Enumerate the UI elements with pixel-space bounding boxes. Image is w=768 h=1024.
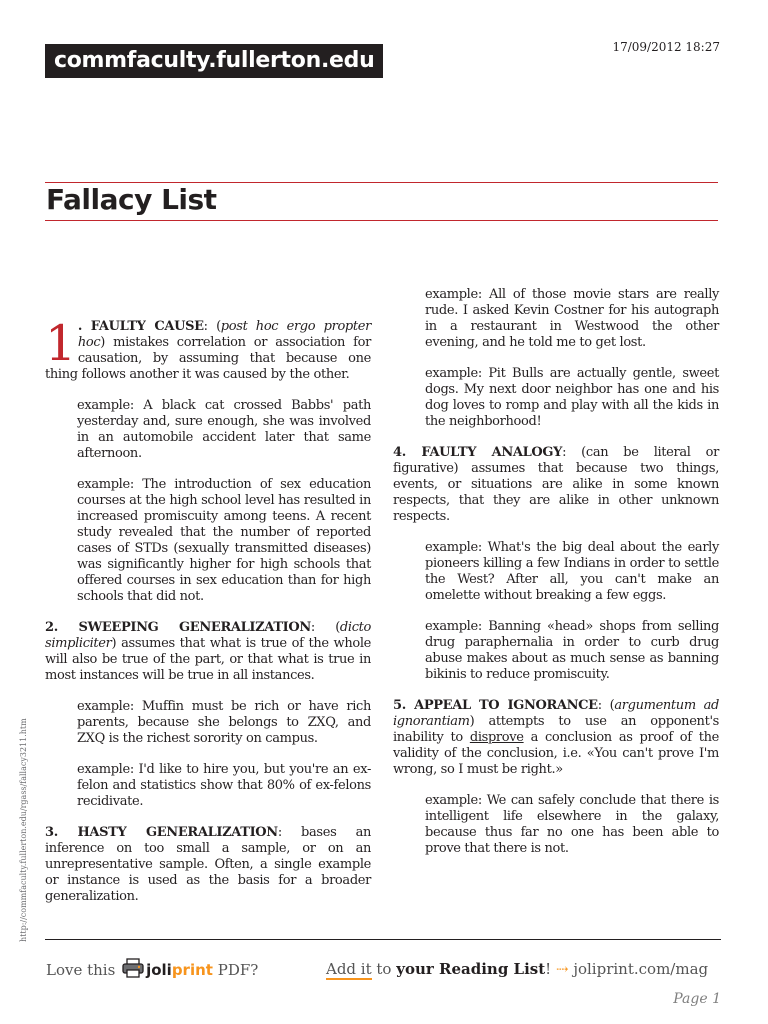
fallacy-1-heading: . FAULTY CAUSE (77, 319, 204, 334)
source-url[interactable]: http://commfaculty.fullerton.edu/rgass/fallacy3211.htm (19, 718, 28, 942)
site-badge: commfaculty.fullerton.edu (45, 44, 383, 78)
print-date: 17/09/2012 18:27 (612, 40, 720, 54)
fallacy-2-example-2: example: I'd like to hire you, but you're an ex-felon and statistics show that 80% of ex-felons recidivate. (77, 762, 371, 809)
fallacy-1-example-1: example: A black cat crossed Babbs' path yesterday and, sure enough, she was involved in an automobile accident later that same afternoon. (77, 398, 371, 461)
fallacy-4: 4. FAULTY ANALOGY: (can be literal or figurative) assumes that because two things, events, or situations are alike in some known respects, that they are alike in other unknown respects. (393, 445, 719, 524)
fallacy-4-heading: 4. FAULTY ANALOGY (393, 445, 563, 460)
fallacy-5: 5. APPEAL TO IGNORANCE: (argumentum ad ignorantiam) attempts to use an opponent's inability to disprove a conclusion as proof of the validity of the conclusion, i.e. «You can't prove I'm wrong, so I must be right.» (393, 698, 719, 777)
fallacy-3-example-1: example: All of those movie stars are really rude. I asked Kevin Costner for his autograph in a restaurant in Westwood the other evening, and he told me to get lost. (425, 287, 719, 350)
fallacy-5-underlined: disprove (469, 730, 524, 745)
footer-reading-list[interactable] (326, 958, 708, 980)
to-text: to (371, 960, 397, 978)
fallacy-2-latin: dicto simpliciter (45, 620, 371, 651)
footer-rule (45, 939, 721, 940)
title-rule-bottom (45, 220, 718, 221)
joliprint-printer-icon (122, 958, 144, 984)
fallacy-5-example-1: example: We can safely conclude that there is intelligent life elsewhere in the galaxy, because thus far no one has been able to prove that there is not. (425, 793, 719, 856)
fallacy-5-text-b: a conclusion as proof of the validity of the conclusion, i.e. «You can't prove I'm wrong, so I must be right.» (393, 730, 719, 777)
fallacy-5-heading: 5. APPEAL TO IGNORANCE (393, 698, 598, 713)
pdf-question: PDF? (217, 961, 259, 979)
fallacy-2-heading: 2. SWEEPING GENERALIZATION (45, 620, 311, 635)
fallacy-3-heading: 3. HASTY GENERALIZATION (45, 825, 278, 840)
fallacy-2-text: assumes that what is true of the whole will also be true of the part, or that what is true in most instances will be true in all instances. (45, 636, 371, 683)
add-it-link[interactable]: Add it (326, 960, 372, 978)
left-column (45, 315, 372, 920)
love-this-text: Love this (46, 961, 116, 979)
footer-promo[interactable] (46, 958, 258, 984)
fallacy-4-example-1: example: What's the big deal about the early pioneers killing a few Indians in order to settle the West? After all, you can't make an omelette without breaking a few eggs. (425, 540, 719, 603)
page-title: Fallacy List (46, 183, 217, 216)
exclamation: ! (545, 960, 552, 978)
fallacy-1: 1 . FAULTY CAUSE: (post hoc ergo propter hoc) mistakes correlation or association for causation, by assuming that because one thing follows another it was caused by the other. (45, 315, 371, 382)
fallacy-2: 2. SWEEPING GENERALIZATION: (dicto simpliciter) assumes that what is true of the whole will also be true of the part, or that what is true in most instances will be true in all instances. (45, 620, 371, 683)
drop-cap: 1 (45, 315, 76, 372)
fallacy-3: 3. HASTY GENERALIZATION: bases an inference on too small a sample, or on an unrepresentative sample. Often, a single example or instance is used as the basis for a broader generalization. (45, 825, 372, 904)
joliprint-logo: joliprint (146, 961, 213, 979)
fallacy-3-example-2: example: Pit Bulls are actually gentle, sweet dogs. My next door neighbor has one and his dog loves to romp and play with all the kids in the neighborhood! (425, 366, 719, 429)
fallacy-1-text: mistakes correlation or association for causation, by assuming that because one thing follows another it was caused by the other. (45, 335, 371, 382)
fallacy-4-example-2: example: Banning «head» shops from selling drug paraphernalia in order to curb drug abuse makes about as much sense as banning bikinis to reduce promiscuity. (425, 619, 719, 682)
fallacy-5-text-a: attempts to use an opponent's inability to (393, 714, 719, 745)
right-column (393, 287, 719, 872)
dotted-arrow-icon: ⇢ (555, 960, 569, 978)
page-number: Page 1 (673, 991, 721, 1007)
fallacy-1-latin: post hoc ergo propter hoc (77, 319, 371, 350)
fallacy-4-text: (can be literal or figurative) assumes that because two things, events, or situations are alike in some known respects, that they are alike in other unknown respects. (393, 445, 719, 524)
fallacy-2-example-1: example: Muffin must be rich or have rich parents, because she belongs to ZXQ, and ZXQ is the richest sorority on campus. (77, 699, 371, 746)
fallacy-3-text: bases an inference on too small a sample, or on an unrepresentative sample. Often, a single example or instance is used as the basis for a broader generalization. (45, 825, 372, 904)
fallacy-5-latin: argumentum ad ignorantiam (393, 698, 719, 729)
fallacy-1-example-2: example: The introduction of sex education courses at the high school level has resulted in increased promiscuity among teens. A recent study revealed that the number of reported cases of STDs (sexually transmitted diseases) was significantly higher for high schools that offered courses in sex education than for high schools that did not. (77, 477, 371, 604)
joliprint-mag-link[interactable]: joliprint.com/mag (573, 960, 709, 978)
reading-list-text: your Reading List (396, 960, 546, 978)
